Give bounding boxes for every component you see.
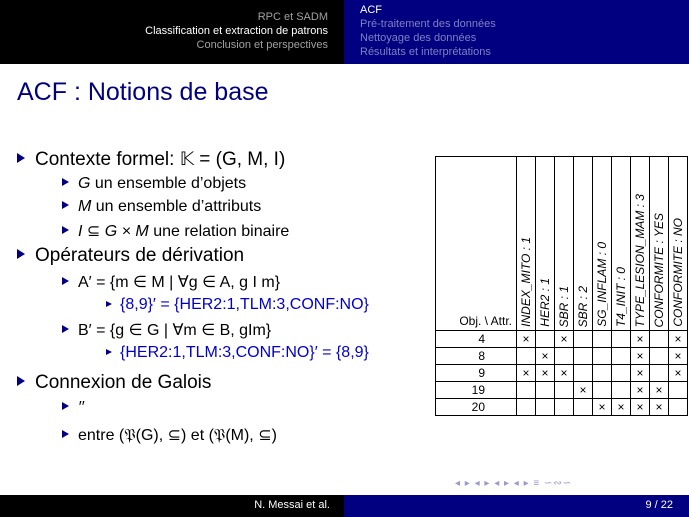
table-corner-label: Obj. \ Attr. bbox=[436, 157, 517, 331]
b-prime-example: {HER2:1,TLM:3,CONF:NO}′ = {8,9} bbox=[120, 344, 369, 361]
attr-label: INDEX_MITO : 1 bbox=[519, 237, 533, 327]
incidence-cell: × bbox=[593, 399, 612, 416]
subbullet-galois-double-prime bbox=[62, 399, 84, 417]
contexte-label: Contexte formel: bbox=[35, 149, 175, 170]
attr-label: CONFORMITE : NO bbox=[671, 218, 685, 327]
object-cell: 9 bbox=[436, 365, 517, 382]
b-prime-definition: B′ = {g ∈ G | ∀m ∈ B, gIm} bbox=[78, 322, 272, 339]
object-cell: 19 bbox=[436, 382, 517, 399]
subbullet-b-prime bbox=[62, 320, 271, 340]
bullet-derivation bbox=[17, 245, 244, 267]
attr-header bbox=[669, 157, 688, 331]
incidence-cell: × bbox=[536, 365, 555, 382]
section-link-classification[interactable]: Classification et extraction de patrons bbox=[145, 25, 328, 37]
incidence-cell bbox=[593, 365, 612, 382]
incidence-cell: × bbox=[650, 382, 669, 399]
incidence-cell: × bbox=[555, 365, 574, 382]
incidence-cell bbox=[669, 382, 688, 399]
incidence-cell bbox=[650, 365, 669, 382]
bullet-triangle-icon bbox=[106, 301, 112, 307]
subsection-link-acf[interactable]: ACF bbox=[360, 4, 382, 16]
attr-header bbox=[612, 157, 631, 331]
attr-header bbox=[536, 157, 555, 331]
incidence-cell: × bbox=[631, 382, 650, 399]
table-header-row bbox=[436, 157, 688, 331]
incidence-cell bbox=[593, 331, 612, 348]
objects-text: un ensemble d’objets bbox=[90, 175, 247, 192]
a-prime-example: {8,9}′ = {HER2:1,TLM:3,CONF:NO} bbox=[120, 296, 369, 313]
incidence-cell bbox=[593, 348, 612, 365]
incidence-cell: × bbox=[574, 382, 593, 399]
incidence-cell: × bbox=[631, 348, 650, 365]
incidence-cell bbox=[555, 348, 574, 365]
bullet-triangle-icon bbox=[62, 277, 69, 285]
incidence-cell: × bbox=[536, 348, 555, 365]
subsection-link-resultats[interactable]: Résultats et interprétations bbox=[360, 46, 491, 58]
bullet-triangle-icon bbox=[62, 430, 69, 438]
subsection-nav bbox=[344, 0, 689, 64]
derivation-label: Opérateurs de dérivation bbox=[35, 245, 245, 266]
attributes-text: un ensemble d’attributs bbox=[91, 198, 262, 215]
attr-label: T4_INIT : 0 bbox=[614, 266, 628, 327]
subbullet-relation bbox=[62, 221, 289, 241]
subsubbullet-b-example bbox=[106, 344, 369, 362]
bullet-triangle-icon bbox=[17, 249, 25, 259]
section-nav bbox=[0, 0, 344, 64]
incidence-cell bbox=[574, 348, 593, 365]
header-bar bbox=[0, 0, 689, 64]
incidence-cell bbox=[517, 399, 536, 416]
bullet-triangle-icon bbox=[106, 349, 112, 355]
bullet-triangle-icon bbox=[62, 325, 69, 333]
incidence-cell: × bbox=[669, 348, 688, 365]
bullet-triangle-icon bbox=[62, 201, 69, 209]
incidence-cell: × bbox=[612, 399, 631, 416]
incidence-cell: × bbox=[517, 365, 536, 382]
incidence-cell bbox=[536, 399, 555, 416]
bullet-triangle-icon bbox=[62, 402, 69, 410]
section-link-conclusion[interactable]: Conclusion et perspectives bbox=[196, 39, 328, 51]
incidence-cell bbox=[536, 382, 555, 399]
footer-page-bar bbox=[344, 495, 689, 517]
bullet-triangle-icon bbox=[62, 226, 69, 234]
bullet-triangle-icon bbox=[62, 178, 69, 186]
attr-header bbox=[517, 157, 536, 331]
attr-header bbox=[650, 157, 669, 331]
attr-header bbox=[593, 157, 612, 331]
attr-header bbox=[555, 157, 574, 331]
subsection-link-pretraitement[interactable]: Pré-traitement des données bbox=[360, 18, 496, 30]
slide-title: ACF : Notions de base bbox=[17, 78, 269, 106]
formal-context-table bbox=[435, 156, 688, 416]
attr-label: SG_INFLAM : 0 bbox=[595, 242, 609, 327]
incidence-cell: × bbox=[631, 331, 650, 348]
attr-label: TYPE_LESION_MAM : 3 bbox=[633, 193, 647, 327]
incidence-cell bbox=[555, 382, 574, 399]
incidence-cell: × bbox=[517, 331, 536, 348]
relation-text: une relation binaire bbox=[148, 223, 290, 240]
attr-label: SBR : 1 bbox=[557, 285, 571, 327]
attr-header bbox=[574, 157, 593, 331]
section-link-rpc[interactable]: RPC et SADM bbox=[257, 11, 328, 23]
attr-label: SBR : 2 bbox=[576, 285, 590, 327]
beamer-navigation-icons[interactable]: ◂ ▸ ◂ ▸ ◂ ▸ ◂ ▸ ≡ ∽∾∽ bbox=[455, 478, 573, 489]
incidence-cell: × bbox=[631, 399, 650, 416]
subsubbullet-a-example bbox=[106, 296, 369, 314]
contexte-formula: 𝕂 = (G, M, I) bbox=[179, 149, 286, 170]
footer-author: N. Messai et al. bbox=[254, 499, 330, 511]
subbullet-galois-between bbox=[62, 425, 277, 445]
attr-header bbox=[631, 157, 650, 331]
incidence-cell bbox=[612, 365, 631, 382]
table-row bbox=[436, 382, 688, 399]
table-row bbox=[436, 365, 688, 382]
incidence-cell: × bbox=[669, 365, 688, 382]
incidence-cell bbox=[517, 382, 536, 399]
footer-author-bar bbox=[0, 495, 344, 517]
incidence-cell bbox=[574, 399, 593, 416]
subbullet-attributes bbox=[62, 198, 261, 216]
incidence-cell: × bbox=[631, 365, 650, 382]
incidence-cell: × bbox=[669, 331, 688, 348]
incidence-cell bbox=[650, 348, 669, 365]
incidence-cell: × bbox=[650, 399, 669, 416]
attr-label: CONFORMITE : YES bbox=[652, 212, 666, 327]
symbol-m: M bbox=[78, 198, 92, 215]
incidence-cell bbox=[555, 399, 574, 416]
incidence-cell bbox=[593, 382, 612, 399]
subsection-link-nettoyage[interactable]: Nettoyage des données bbox=[360, 32, 477, 44]
incidence-cell bbox=[574, 365, 593, 382]
a-prime-definition: A′ = {m ∈ M | ∀g ∈ A, g I m} bbox=[78, 274, 281, 291]
attr-label: HER2 : 1 bbox=[538, 278, 552, 327]
table-row bbox=[436, 331, 688, 348]
object-cell: 4 bbox=[436, 331, 517, 348]
incidence-cell bbox=[669, 399, 688, 416]
incidence-cell bbox=[517, 348, 536, 365]
galois-label: Connexion de Galois bbox=[35, 372, 212, 393]
incidence-cell bbox=[612, 348, 631, 365]
bullet-triangle-icon bbox=[17, 376, 25, 386]
page-number: 9 / 22 bbox=[645, 499, 673, 511]
incidence-cell bbox=[574, 331, 593, 348]
incidence-cell: × bbox=[555, 331, 574, 348]
subbullet-a-prime bbox=[62, 272, 280, 292]
bullet-triangle-icon bbox=[17, 153, 25, 163]
table-row bbox=[436, 399, 688, 416]
symbol-relation: I ⊆ G × M bbox=[78, 223, 149, 240]
bullet-galois bbox=[17, 372, 211, 394]
bullet-contexte bbox=[17, 148, 285, 171]
object-cell: 20 bbox=[436, 399, 517, 416]
table-row bbox=[436, 348, 688, 365]
incidence-cell bbox=[612, 382, 631, 399]
symbol-g: G bbox=[78, 175, 91, 192]
object-cell: 8 bbox=[436, 348, 517, 365]
galois-between-text: entre (𝔓(G), ⊆) et (𝔓(M), ⊆) bbox=[78, 427, 277, 444]
incidence-cell bbox=[536, 331, 555, 348]
incidence-cell bbox=[612, 331, 631, 348]
double-prime-symbol: ′′ bbox=[78, 399, 84, 416]
subbullet-objects bbox=[62, 175, 246, 193]
incidence-cell bbox=[650, 331, 669, 348]
